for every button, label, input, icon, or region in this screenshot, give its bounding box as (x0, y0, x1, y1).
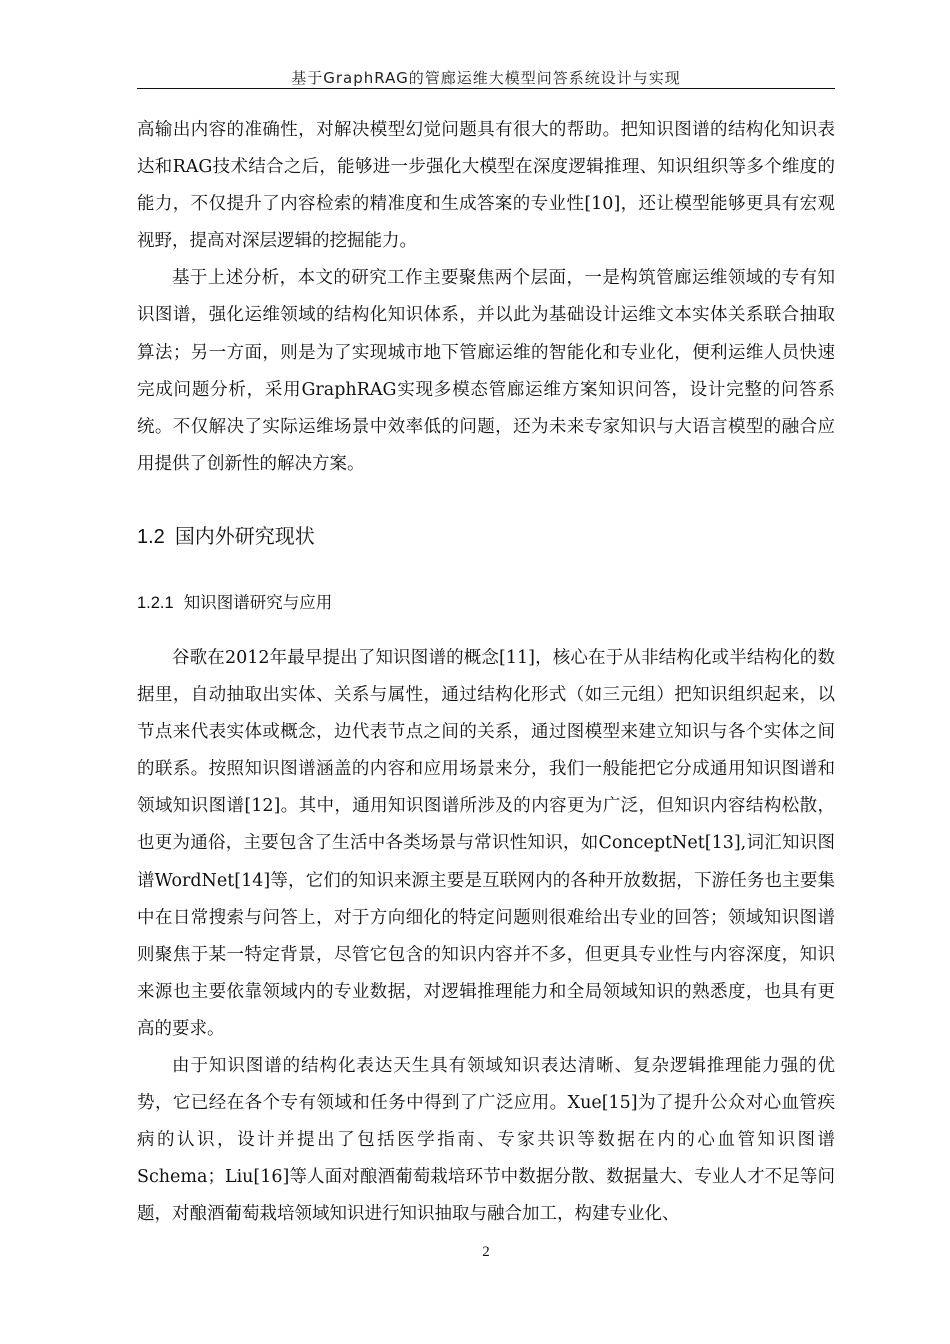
section-heading (137, 518, 835, 556)
body-paragraph-4: 由于知识图谱的结构化表达天生具有领域知识表达清晰、复杂逻辑推理能力强的优势，它已经在各个专有领域和任务中得到了广泛应用。Xue[15]为了提升公众对心血管疾病的认识，设计并提出了包括医学指南、专家共识等数据在内的心血管知识图谱Schema；Liu[16]等人面对酿酒葡萄栽培环节中数据分散、数据量大、专业人才不足等问题，对酿酒葡萄栽培领域知识进行知识抽取与融合加工，构建专业化、 (137, 1055, 835, 1225)
section-number: 1.2 (137, 525, 165, 548)
section-title: 国内外研究现状 (174, 523, 315, 548)
page-number: 2 (482, 1244, 490, 1260)
running-header: 基于GraphRAG的管廊运维大模型问答系统设计与实现 (291, 69, 681, 87)
subsection-heading (137, 588, 835, 618)
body-paragraph-1: 高输出内容的准确性，对解决模型幻觉问题具有很大的帮助。把知识图谱的结构化知识表达和RAG技术结合之后，能够进一步强化大模型在深度逻辑推理、知识组织等多个维度的能力，不仅提升了内容检索的精准度和生成答案的专业性[10]，还让模型能够更具有宏观视野，提高对深层逻辑的挖掘能力。 (137, 120, 835, 252)
header-rule (137, 88, 835, 89)
subsection-number: 1.2.1 (137, 593, 174, 612)
body-paragraph-2: 基于上述分析，本文的研究工作主要聚焦两个层面，一是构筑管廊运维领域的专有知识图谱，强化运维领域的结构化知识体系，并以此为基础设计运维文本实体关系联合抽取算法；另一方面，则是为了实现城市地下管廊运维的智能化和专业化，便利运维人员快速完成问题分析，采用GraphRAG实现多模态管廊运维方案知识问答，设计完整的问答系统。不仅解决了实际运维场景中效率低的问题，还为未来专家知识与大语言模型的融合应用提供了创新性的解决方案。 (137, 268, 835, 474)
subsection-title: 知识图谱研究与应用 (183, 592, 333, 612)
page-body (137, 112, 835, 1233)
body-paragraph-3: 谷歌在2012年最早提出了知识图谱的概念[11]，核心在于从非结构化或半结构化的数据里，自动抽取出实体、关系与属性，通过结构化形式（如三元组）把知识组织起来，以节点来代表实体或概念，边代表节点之间的关系，通过图模型来建立知识与各个实体之间的联系。按照知识图谱涵盖的内容和应用场景来分，我们一般能把它分成通用知识图谱和领域知识图谱[12]。其中，通用知识图谱所涉及的内容更为广泛，但知识内容结构松散，也更为通俗，主要包含了生活中各类场景与常识性知识，如ConceptNet[13],词汇知识图谱WordNet[14]等，它们的知识来源主要是互联网内的各种开放数据，下游任务也主要集中在日常搜索与问答上，对于方向细化的特定问题则很难给出专业的回答；领域知识图谱则聚焦于某一特定背景，尽管它包含的知识内容并不多，但更具专业性与内容深度，知识来源也主要依靠领域内的专业数据，对逻辑推理能力和全局领域知识的熟悉度，也具有更高的要求。 (137, 647, 835, 1039)
